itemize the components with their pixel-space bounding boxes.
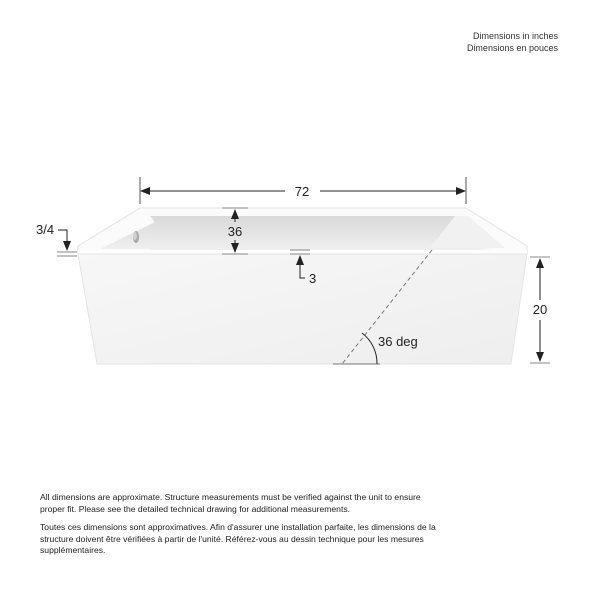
svg-text:3/4: 3/4 — [36, 222, 55, 237]
overflow-drain-icon — [133, 231, 139, 243]
units-french: Dimensions en pouces — [466, 43, 558, 53]
svg-text:36 deg: 36 deg — [378, 334, 418, 349]
disclaimer-english: All dimensions are approximate. Structure measurements must be verified against the unit to ensure proper fit. Please see the detailed technical drawing for additional measurements. — [40, 492, 421, 514]
units-english: Dimensions in inches — [472, 31, 558, 41]
disclaimer-notes — [40, 492, 440, 564]
svg-text:36: 36 — [227, 224, 243, 239]
rim-thickness-dimension — [36, 222, 77, 256]
svg-text:72: 72 — [294, 184, 310, 199]
bathtub — [78, 208, 527, 364]
svg-text:3: 3 — [309, 271, 317, 286]
height-dimension — [530, 257, 550, 363]
tub-front-apron — [78, 254, 527, 364]
length-dimension — [140, 177, 466, 204]
disclaimer-french: Toutes ces dimensions sont approximatives. Afin d'assurer une installation parfaite, les dimensions de la structure doivent être vérifiées à partir de l'unité. Référez-vous au dessin technique pour les mesures supplémentaires. — [40, 522, 436, 555]
svg-text:20: 20 — [532, 302, 548, 317]
